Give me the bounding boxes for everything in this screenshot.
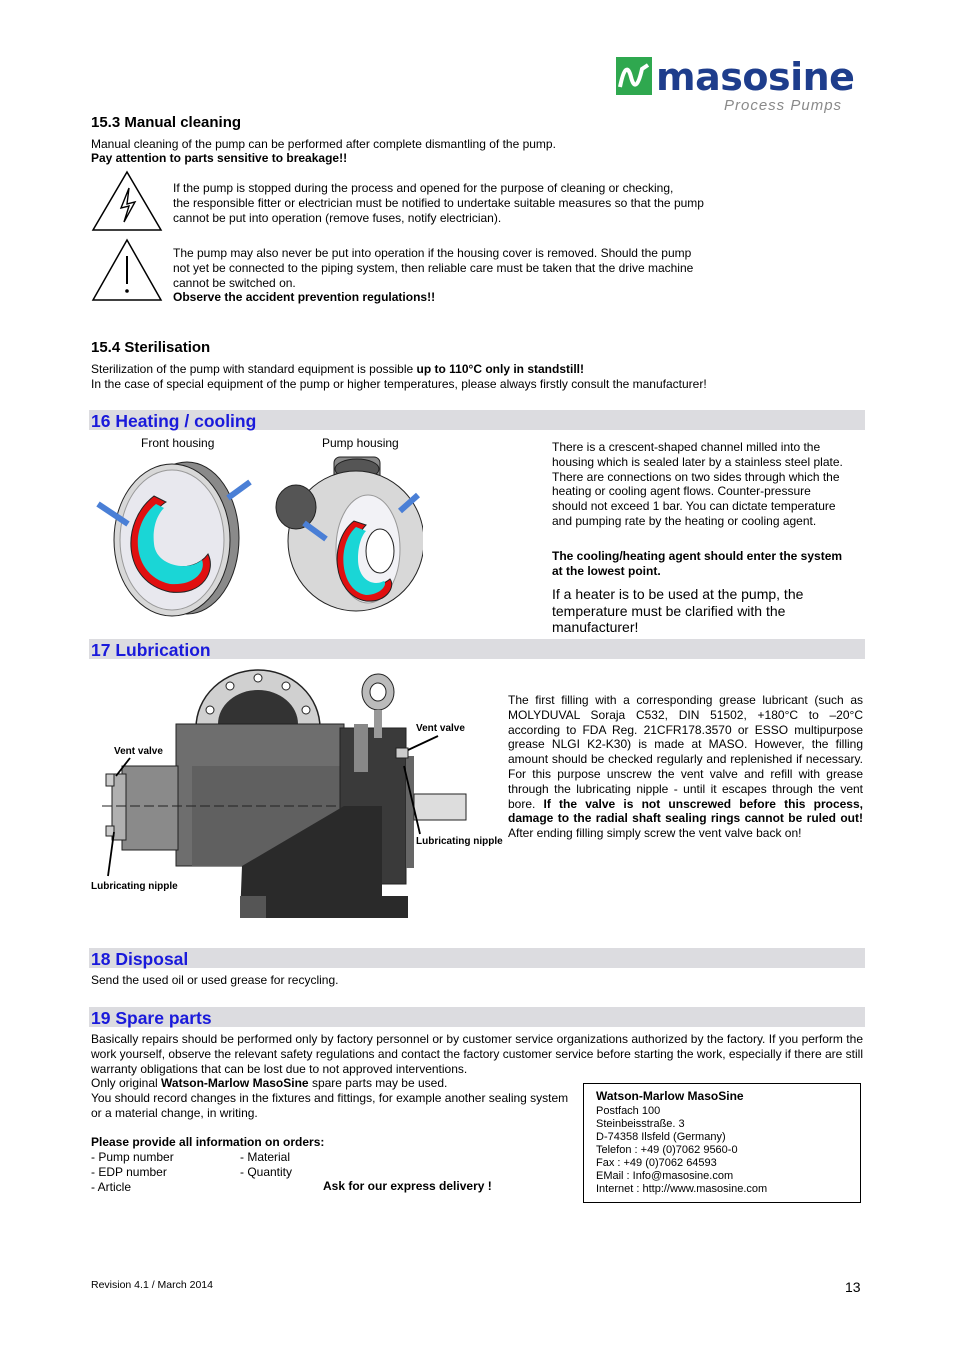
- s153-intro-bold: Pay attention to parts sensitive to breakage!!: [91, 151, 348, 165]
- orders-title: Please provide all information on orders:: [91, 1135, 325, 1149]
- contact-email[interactable]: EMail : Info@masosine.com: [596, 1170, 734, 1182]
- orders-column-2: - Material - Quantity: [240, 1150, 293, 1179]
- contact-company: Watson-Marlow MasoSine: [596, 1089, 744, 1103]
- s19-paragraph-2: Only original Watson-Marlow MasoSine spare parts may be used.: [91, 1076, 448, 1090]
- footer-revision: Revision 4.1 / March 2014: [91, 1279, 213, 1291]
- general-warning-icon: [91, 238, 163, 302]
- brand-logo: [614, 55, 866, 117]
- page-number: 13: [845, 1279, 861, 1295]
- s18-text: Send the used oil or used grease for recycling.: [91, 973, 339, 987]
- label-front-housing: Front housing: [141, 436, 215, 450]
- logo-tagline: Process Pumps: [724, 97, 843, 114]
- s154-line1: Sterilization of the pump with standard equipment is possible up to 110°C only in standstill!: [91, 362, 584, 376]
- warning-text-2: The pump may also never be put into operation if the housing cover is removed. Should the pump not yet be connected to the piping system, then reliable care must be taken that the drive machine cannot be switched on. Observe the accident prevention regulations!!: [173, 246, 694, 305]
- section-18-header: 18 Disposal: [89, 948, 865, 968]
- s19-paragraph-3: You should record changes in the fixtures and fittings, for example another sealing system or a material change, in writing.: [91, 1091, 569, 1120]
- masosine-logo-icon: [616, 57, 652, 97]
- label-lubricating-nipple-right: Lubricating nipple: [416, 836, 503, 847]
- s16-paragraph-2: The cooling/heating agent should enter the system at the lowest point.: [552, 549, 843, 578]
- contact-website[interactable]: Internet : http://www.masosine.com: [596, 1183, 768, 1195]
- pump-housing-drawing: [268, 455, 423, 615]
- express-delivery-note: Ask for our express delivery !: [323, 1179, 492, 1193]
- label-lubricating-nipple-left: Lubricating nipple: [91, 881, 178, 892]
- contact-box: [583, 1083, 861, 1203]
- label-vent-valve-right: Vent valve: [416, 723, 465, 734]
- section-17-header: 17 Lubrication: [89, 639, 865, 659]
- section-15-4-title: 15.4 Sterilisation: [91, 339, 211, 356]
- contact-lines: Postfach 100 Steinbeisstraße. 3 D-74358 Ilsfeld (Germany) Telefon : +49 (0)7062 9560-0 Fax : +49 (0)7062 64593 EMail : Info@masosine.com Internet : http://www.masosine.com: [596, 1105, 768, 1195]
- s16-paragraph-1: There is a crescent-shaped channel milled into the housing which is sealed later by a stainless steel plate. There are connections on two sides through which the heating or cooling agent flows. Counter-pressure should not exceed 1 bar. You can dictate temperature and pumping rate by the heating or cooling agent.: [552, 440, 843, 528]
- section-19-header: 19 Spare parts: [89, 1007, 865, 1027]
- electrical-hazard-icon: [91, 170, 163, 232]
- s16-paragraph-3: If a heater is to be used at the pump, the temperature must be clarified with the manufacturer!: [552, 586, 804, 635]
- section-15-3-title: 15.3 Manual cleaning: [91, 114, 242, 131]
- logo-wordmark: masosine: [656, 55, 855, 99]
- front-housing-drawing: [92, 452, 254, 620]
- orders-column-1: - Pump number - EDP number - Article: [91, 1150, 174, 1194]
- s153-intro: Manual cleaning of the pump can be performed after complete dismantling of the pump.: [91, 137, 556, 151]
- label-vent-valve-left: Vent valve: [114, 746, 163, 757]
- s154-line2: In the case of special equipment of the pump or higher temperatures, please always firstly consult the manufacturer!: [91, 377, 707, 391]
- label-pump-housing: Pump housing: [322, 436, 399, 450]
- s17-paragraph: The first filling with a corresponding grease lubricant (such as MOLYDUVAL Soraja C532, DIN 51502, +180°C to –20°C according to FDA Reg. 21CFR178.3570 or ESSO multipurpose grease NLGI K2-K30) is made at MASO. However, the filling amount should be checked regularly and replenished if necessary. For this purpose unscrew the vent valve and refill with grease through the lubricating nipple - until it escapes through the vent bore. If the valve is not unscrewed before this process, damage to the radial shaft sealing rings cannot be ruled out! After ending filling simply screw the vent valve back on!: [508, 693, 863, 841]
- warning-text-1: If the pump is stopped during the process and opened for the purpose of cleaning or checking, the responsible fitter or electrician must be notified to undertake suitable measures so that the pump cannot be put into operation (remove fuses, notify electrician).: [173, 181, 704, 225]
- section-16-header: 16 Heating / cooling: [89, 410, 865, 430]
- s19-paragraph-1: Basically repairs should be performed only by factory personnel or by customer service organizations authorized by the factory. If you perform the work yourself, observe the relevant safety regulations and contact the factory customer service before starting the work, especially if there are still warranty obligations that can be lost due to not approved interventions.: [91, 1032, 863, 1076]
